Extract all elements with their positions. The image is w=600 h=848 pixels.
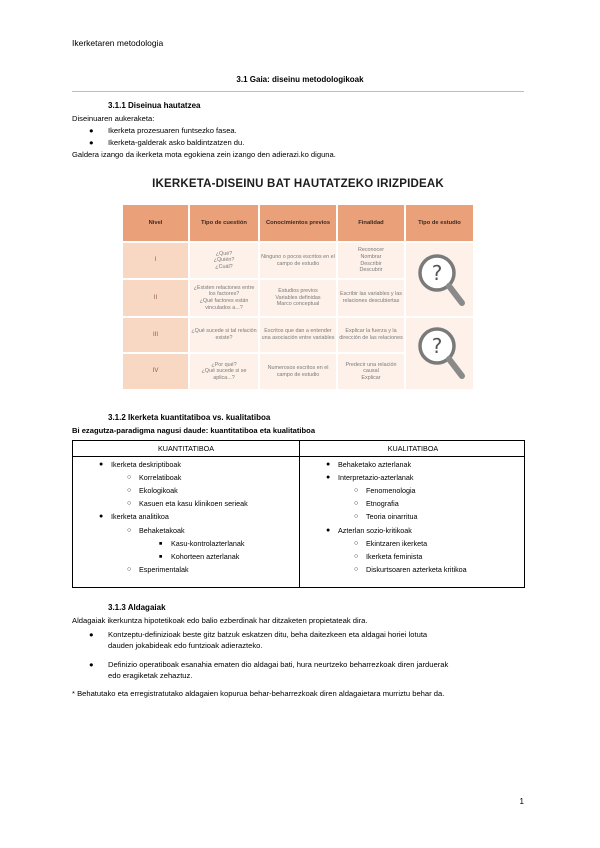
s312-intro: Bi ezagutza-paradigma nagusi daude: kuantitatiboa eta kualitatiboa	[72, 426, 316, 435]
heading-3-1-1: 3.1.1 Diseinua hautatzea	[108, 101, 201, 110]
purpose-cell: Escribir las variables y las relaciones descubiertas	[338, 280, 404, 316]
magnifier-icon	[406, 243, 473, 316]
s313-bullet-2-line-1: Definizio operatiboak esanahia ematen dio aldagai bati, hura neurtzeko beharrezkoak diren jarduerak	[108, 660, 449, 669]
quantitative-list-item: ○ Korrelatiboak	[127, 473, 182, 483]
quantitative-list-item: ● Ikerketa deskriptiboak	[99, 460, 181, 469]
quantitative-list-item: ○ Behaketakoak	[127, 525, 185, 535]
level-cell: I	[123, 243, 188, 278]
criteria-infographic	[123, 205, 473, 389]
level-cell: IV	[123, 354, 188, 389]
level-cell: III	[123, 318, 188, 352]
magnifier-icon	[406, 318, 473, 389]
question-cell: ¿Existen relaciones entre los factores? ¿Qué factores están vinculados a...?	[190, 280, 258, 316]
prior-cell: Ninguno o pocos escritos en el campo de estudio	[260, 243, 336, 278]
s311-intro: Diseinuaren aukeraketa:	[72, 114, 155, 123]
s313-bullet-1-line-1: Kontzeptu-definizioak beste gitz batzuk eskatzen ditu, beha daitezkeen eta aldagai horiei lotuta	[108, 630, 428, 639]
qualitative-list-item: ○ Etnografia	[354, 499, 399, 509]
s311-bullet-1-text: Ikerketa prozesuaren funtsezko fasea.	[108, 126, 237, 135]
table-header-divider	[73, 456, 524, 457]
s311-bullet-2: ● Ikerketa-galderak asko baldintzatzen du.	[89, 138, 245, 147]
s311-bullet-1: ● Ikerketa prozesuaren funtsezko fasea.	[89, 126, 237, 135]
prior-cell: Estudios previos Variables definidas Marco conceptual	[260, 280, 336, 316]
question-cell: ¿Qué? ¿Quién? ¿Cuál?	[190, 243, 258, 278]
s313-bullet-2: ● Definizio operatiboak esanahia ematen dio aldagai bati, hura neurtzeko beharrezkoak diren jarduerak edo eragiketak zehaztuz.	[89, 660, 449, 680]
quantitative-list-item: ■ Kohorteen azterlanak	[159, 551, 240, 561]
col-header-prior: Conocimientos previos	[260, 205, 336, 241]
col-header-level: Nivel	[123, 205, 188, 241]
qualitative-list-item: ○ Ekintzaren ikerketa	[354, 538, 428, 548]
prior-cell: Numerosos escritos en el campo de estudio	[260, 354, 336, 389]
heading-3-1-3: 3.1.3 Aldagaiak	[108, 603, 166, 612]
s313-intro: Aldagaiak ikerkuntza hipotetikoak edo balio ezberdinak har ditzaketen propietateak dira.	[72, 616, 368, 625]
quantitative-list-item: ■ Kasu-kontrolazterlanak	[159, 538, 245, 548]
quantitative-list-item: ○ Esperimentalak	[127, 564, 189, 574]
section-title: 3.1 Gaia: diseinu metodologikoak	[236, 75, 364, 84]
s311-note: Galdera izango da ikerketa mota egokiena zein izango den adierazi.ko diguna.	[72, 150, 336, 159]
qualitative-list-item: ● Interpretazio-azterlanak	[326, 473, 414, 483]
table-column-divider	[299, 441, 300, 587]
heading-3-1-2: 3.1.2 Ikerketa kuantitatiboa vs. kualitatiboa	[108, 413, 271, 422]
qualitative-list-item: ● Behaketako azterlanak	[326, 460, 412, 469]
s311-bullet-2-text: Ikerketa-galderak asko baldintzatzen du.	[108, 138, 245, 147]
s313-bullet-2-line-2: edo eragiketak zehaztuz.	[108, 671, 193, 680]
table-header-qualitative: KUALITATIBOA	[387, 444, 439, 453]
paradigm-table	[72, 440, 525, 588]
prior-cell: Escritos que dan a entender una asociación entre variables	[260, 318, 336, 352]
qualitative-list-item: ○ Fenomenologia	[354, 486, 416, 496]
purpose-cell: Reconocer Nombrar Describir Descubrir	[338, 243, 404, 278]
level-cell: II	[123, 280, 188, 316]
col-header-question: Tipo de cuestión	[190, 205, 258, 241]
qualitative-list-item: ○ Teoria oinarritua	[354, 512, 418, 522]
s313-bullet-1: ● Kontzeptu-definizioak beste gitz batzuk eskatzen ditu, beha daitezkeen eta aldagai horiei lotuta dauden jokabideak edo funtzioak adierazteko.	[89, 630, 428, 650]
svg-text:?: ?	[431, 260, 442, 285]
col-header-purpose: Finalidad	[338, 205, 404, 241]
infographic-title: IKERKETA-DISEINU BAT HAUTATZEKO IRIZPIDEAK	[152, 178, 444, 190]
title-divider	[72, 91, 524, 92]
quantitative-list-item: ○ Kasuen eta kasu klinikoen serieak	[127, 499, 248, 509]
quantitative-list-item: ○ Ekologikoak	[127, 486, 178, 496]
col-header-study-type: Tipo de estudio	[406, 205, 473, 241]
question-cell: ¿Por qué? ¿Qué sucede si se aplica...?	[190, 354, 258, 389]
purpose-cell: Explicar la fuerza y la dirección de las relaciones	[338, 318, 404, 352]
running-header: Ikerketaren metodologia	[72, 38, 164, 48]
s313-footnote: * Behatutako eta erregistratutako aldagaien kopurua behar-beharrezkoak diren aldagaietara murriztu behar da.	[72, 689, 445, 698]
purpose-cell: Predecir una relación causal Explicar	[338, 354, 404, 389]
qualitative-list-item: ○ Ikerketa feminista	[354, 551, 423, 561]
s313-bullet-1-line-2: dauden jokabideak edo funtzioak adierazteko.	[108, 641, 263, 650]
qualitative-list-item: ○ Diskurtsoaren azterketa kritikoa	[354, 564, 467, 574]
quantitative-list-item: ● Ikerketa analitikoa	[99, 512, 169, 522]
qualitative-list-item: ● Azterlan sozio-kritikoak	[326, 525, 412, 535]
svg-text:?: ?	[431, 333, 442, 358]
question-cell: ¿Qué sucede si tal relación existe?	[190, 318, 258, 352]
table-header-quantitative: KUANTITATIBOA	[157, 444, 215, 453]
page-number: 1	[519, 797, 524, 806]
